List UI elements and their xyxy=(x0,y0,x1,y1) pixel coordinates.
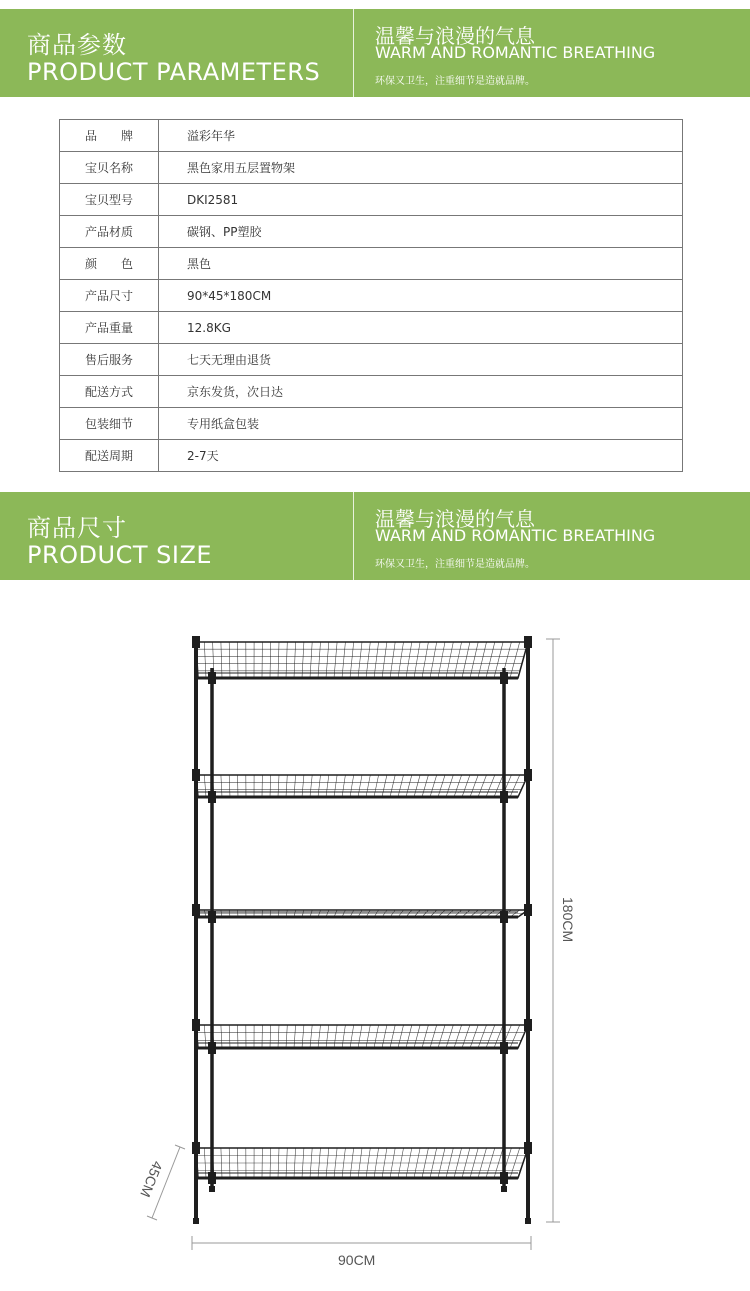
param-value: 七天无理由退货 xyxy=(159,344,683,376)
table-row xyxy=(60,312,683,344)
shelf-4-wire xyxy=(334,1025,337,1048)
shelf-2-wire xyxy=(438,775,445,797)
shelf-4-wire xyxy=(422,1025,428,1048)
table-row xyxy=(60,120,683,152)
param-value: 2-7天 xyxy=(159,440,683,472)
shelf-2-wire xyxy=(204,775,206,797)
leveling-foot xyxy=(193,1218,199,1224)
shelf-2-collar xyxy=(524,769,532,781)
shelf-4-wire xyxy=(430,1025,437,1048)
param-label: 包装细节 xyxy=(60,408,159,440)
shelf-2-wire xyxy=(358,775,362,797)
product-size-diagram xyxy=(0,580,750,1287)
size-banner xyxy=(0,492,750,580)
slogan-subtext: 环保又卫生，注重细节是造就品牌。 xyxy=(375,72,535,87)
section-title-cn: 商品尺寸 xyxy=(27,508,127,543)
shelf-2-wire xyxy=(374,775,379,797)
shelf-3-collar xyxy=(500,911,508,923)
slogan-en: WARM AND ROMANTIC BREATHING xyxy=(375,43,655,62)
param-label: 产品尺寸 xyxy=(60,280,159,312)
shelf-4-wire xyxy=(302,1025,304,1048)
shelf-2-wire xyxy=(454,775,462,797)
shelf-4-wire xyxy=(438,1025,445,1048)
leveling-foot xyxy=(501,1186,507,1192)
param-label: 宝贝名称 xyxy=(60,152,159,184)
shelf-2-wire xyxy=(342,775,345,797)
param-value: 京东发货，次日达 xyxy=(159,376,683,408)
shelf-2-wire xyxy=(382,775,387,797)
banner-title-block xyxy=(0,9,353,97)
shelf-2-wire xyxy=(414,775,420,797)
shelf-2-wire xyxy=(334,775,337,797)
table-row xyxy=(60,216,683,248)
slogan-cn: 温馨与浪漫的气息 xyxy=(375,20,535,49)
shelf-3-collar xyxy=(192,904,200,916)
shelf-2-wire xyxy=(278,775,279,797)
shelf-4-wire xyxy=(318,1025,321,1048)
shelf-5-collar xyxy=(524,1142,532,1154)
shelf-3-collar xyxy=(208,911,216,923)
param-label: 配送周期 xyxy=(60,440,159,472)
shelf-2-collar xyxy=(192,769,200,781)
shelf-4-wire xyxy=(478,1025,487,1048)
shelf-4-collar xyxy=(524,1019,532,1031)
param-label: 产品材质 xyxy=(60,216,159,248)
parameters-table xyxy=(59,119,683,472)
shelf-2-wire xyxy=(221,775,222,797)
section-title-cn: 商品参数 xyxy=(27,25,127,60)
shelf-4-wire xyxy=(221,1025,222,1048)
width-label: 90CM xyxy=(338,1252,375,1268)
shelf-2-wire xyxy=(350,775,354,797)
slogan-en: WARM AND ROMANTIC BREATHING xyxy=(375,526,655,545)
param-label: 售后服务 xyxy=(60,344,159,376)
param-label: 配送方式 xyxy=(60,376,159,408)
param-label: 品 牌 xyxy=(60,120,159,152)
shelf-4-wire xyxy=(270,1025,271,1048)
shelf-4-wire xyxy=(229,1025,230,1048)
depth-label: 45CM xyxy=(137,1159,166,1200)
param-label: 产品重量 xyxy=(60,312,159,344)
shelf-2-wire xyxy=(470,775,478,797)
shelf-4-collar xyxy=(192,1019,200,1031)
shelf-1-collar xyxy=(500,672,508,684)
depth-dimension xyxy=(137,1145,185,1220)
shelf-2-wire xyxy=(366,775,370,797)
shelf-2-wire xyxy=(486,775,495,797)
shelf-1-collar xyxy=(192,636,200,648)
shelf-4-collar xyxy=(500,1042,508,1054)
param-value: 专用纸盒包装 xyxy=(159,408,683,440)
shelf-2-wire xyxy=(398,775,404,797)
width-dimension xyxy=(192,1236,531,1268)
shelf-4-wire xyxy=(470,1025,478,1048)
slogan-subtext: 环保又卫生，注重细节是造就品牌。 xyxy=(375,555,535,570)
shelf-4-wire xyxy=(286,1025,287,1048)
shelf-2-wire xyxy=(462,775,470,797)
shelf-2-wire xyxy=(390,775,395,797)
shelf-5-collar xyxy=(192,1142,200,1154)
shelf-4-wire xyxy=(326,1025,329,1048)
param-value: 溢彩年华 xyxy=(159,120,683,152)
shelf-2-collar xyxy=(208,791,216,803)
shelf-2-wire xyxy=(270,775,271,797)
shelf-4-collar xyxy=(208,1042,216,1054)
shelf-2-wire xyxy=(286,775,287,797)
shelf-2-wire xyxy=(238,775,239,797)
banner-slogan-block xyxy=(354,9,750,97)
shelf-2-wire xyxy=(302,775,304,797)
shelf-4-wire xyxy=(342,1025,345,1048)
shelf-1-collar xyxy=(524,636,532,648)
shelf-2-wire xyxy=(326,775,329,797)
param-value: 12.8KG xyxy=(159,312,683,344)
shelf-2-wire xyxy=(310,775,312,797)
shelf-2-wire xyxy=(510,775,520,797)
height-label: 180CM xyxy=(560,897,576,942)
shelf-4-wire xyxy=(204,1025,206,1048)
banner-title-block xyxy=(0,492,353,580)
shelf-diagram-svg xyxy=(0,580,750,1287)
shelf-4-wire xyxy=(310,1025,312,1048)
shelf-4-wire xyxy=(278,1025,279,1048)
param-label: 颜 色 xyxy=(60,248,159,280)
section-title-en: PRODUCT SIZE xyxy=(27,541,212,569)
leveling-foot xyxy=(525,1218,531,1224)
shelf-4-wire xyxy=(390,1025,395,1048)
shelf-5-collar xyxy=(208,1172,216,1184)
shelf-4-wire xyxy=(398,1025,404,1048)
table-row xyxy=(60,440,683,472)
shelf-4-wire xyxy=(454,1025,462,1048)
shelf-4-wire xyxy=(462,1025,470,1048)
param-value: 碳钢、PP塑胶 xyxy=(159,216,683,248)
parameters-banner xyxy=(0,9,750,97)
shelf-2-wire xyxy=(229,775,230,797)
banner-slogan-block xyxy=(354,492,750,580)
shelf-4-wire xyxy=(374,1025,379,1048)
param-value: 90*45*180CM xyxy=(159,280,683,312)
shelf-2-wire xyxy=(406,775,412,797)
shelf-5-collar xyxy=(500,1172,508,1184)
shelf-4-wire xyxy=(446,1025,453,1048)
shelf-4-wire xyxy=(350,1025,354,1048)
wire-shelf-rack-icon xyxy=(192,636,532,1224)
table-row xyxy=(60,280,683,312)
param-value: DKI2581 xyxy=(159,184,683,216)
table-row xyxy=(60,184,683,216)
shelf-2-wire xyxy=(446,775,453,797)
shelf-2-collar xyxy=(500,791,508,803)
shelf-2-wire xyxy=(430,775,437,797)
slogan-cn: 温馨与浪漫的气息 xyxy=(375,503,535,532)
height-dimension xyxy=(546,639,576,1222)
table-row xyxy=(60,248,683,280)
shelf-1-collar xyxy=(208,672,216,684)
shelf-4-wire xyxy=(294,1025,296,1048)
shelf-2-wire xyxy=(422,775,428,797)
leveling-foot xyxy=(209,1186,215,1192)
table-row xyxy=(60,344,683,376)
table-row xyxy=(60,408,683,440)
shelf-4-wire xyxy=(414,1025,420,1048)
shelf-4-wire xyxy=(358,1025,362,1048)
shelf-2-wire xyxy=(318,775,321,797)
shelf-4-wire xyxy=(238,1025,239,1048)
shelf-2-wire xyxy=(294,775,296,797)
shelf-4-wire xyxy=(366,1025,370,1048)
shelf-3-collar xyxy=(524,904,532,916)
param-value: 黑色家用五层置物架 xyxy=(159,152,683,184)
shelf-4-wire xyxy=(382,1025,387,1048)
param-value: 黑色 xyxy=(159,248,683,280)
param-label: 宝贝型号 xyxy=(60,184,159,216)
table-row xyxy=(60,152,683,184)
section-title-en: PRODUCT PARAMETERS xyxy=(27,58,320,86)
table-row xyxy=(60,376,683,408)
shelf-4-wire xyxy=(406,1025,412,1048)
shelf-2-wire xyxy=(478,775,487,797)
shelf-4-wire xyxy=(486,1025,495,1048)
shelf-4-wire xyxy=(510,1025,520,1048)
